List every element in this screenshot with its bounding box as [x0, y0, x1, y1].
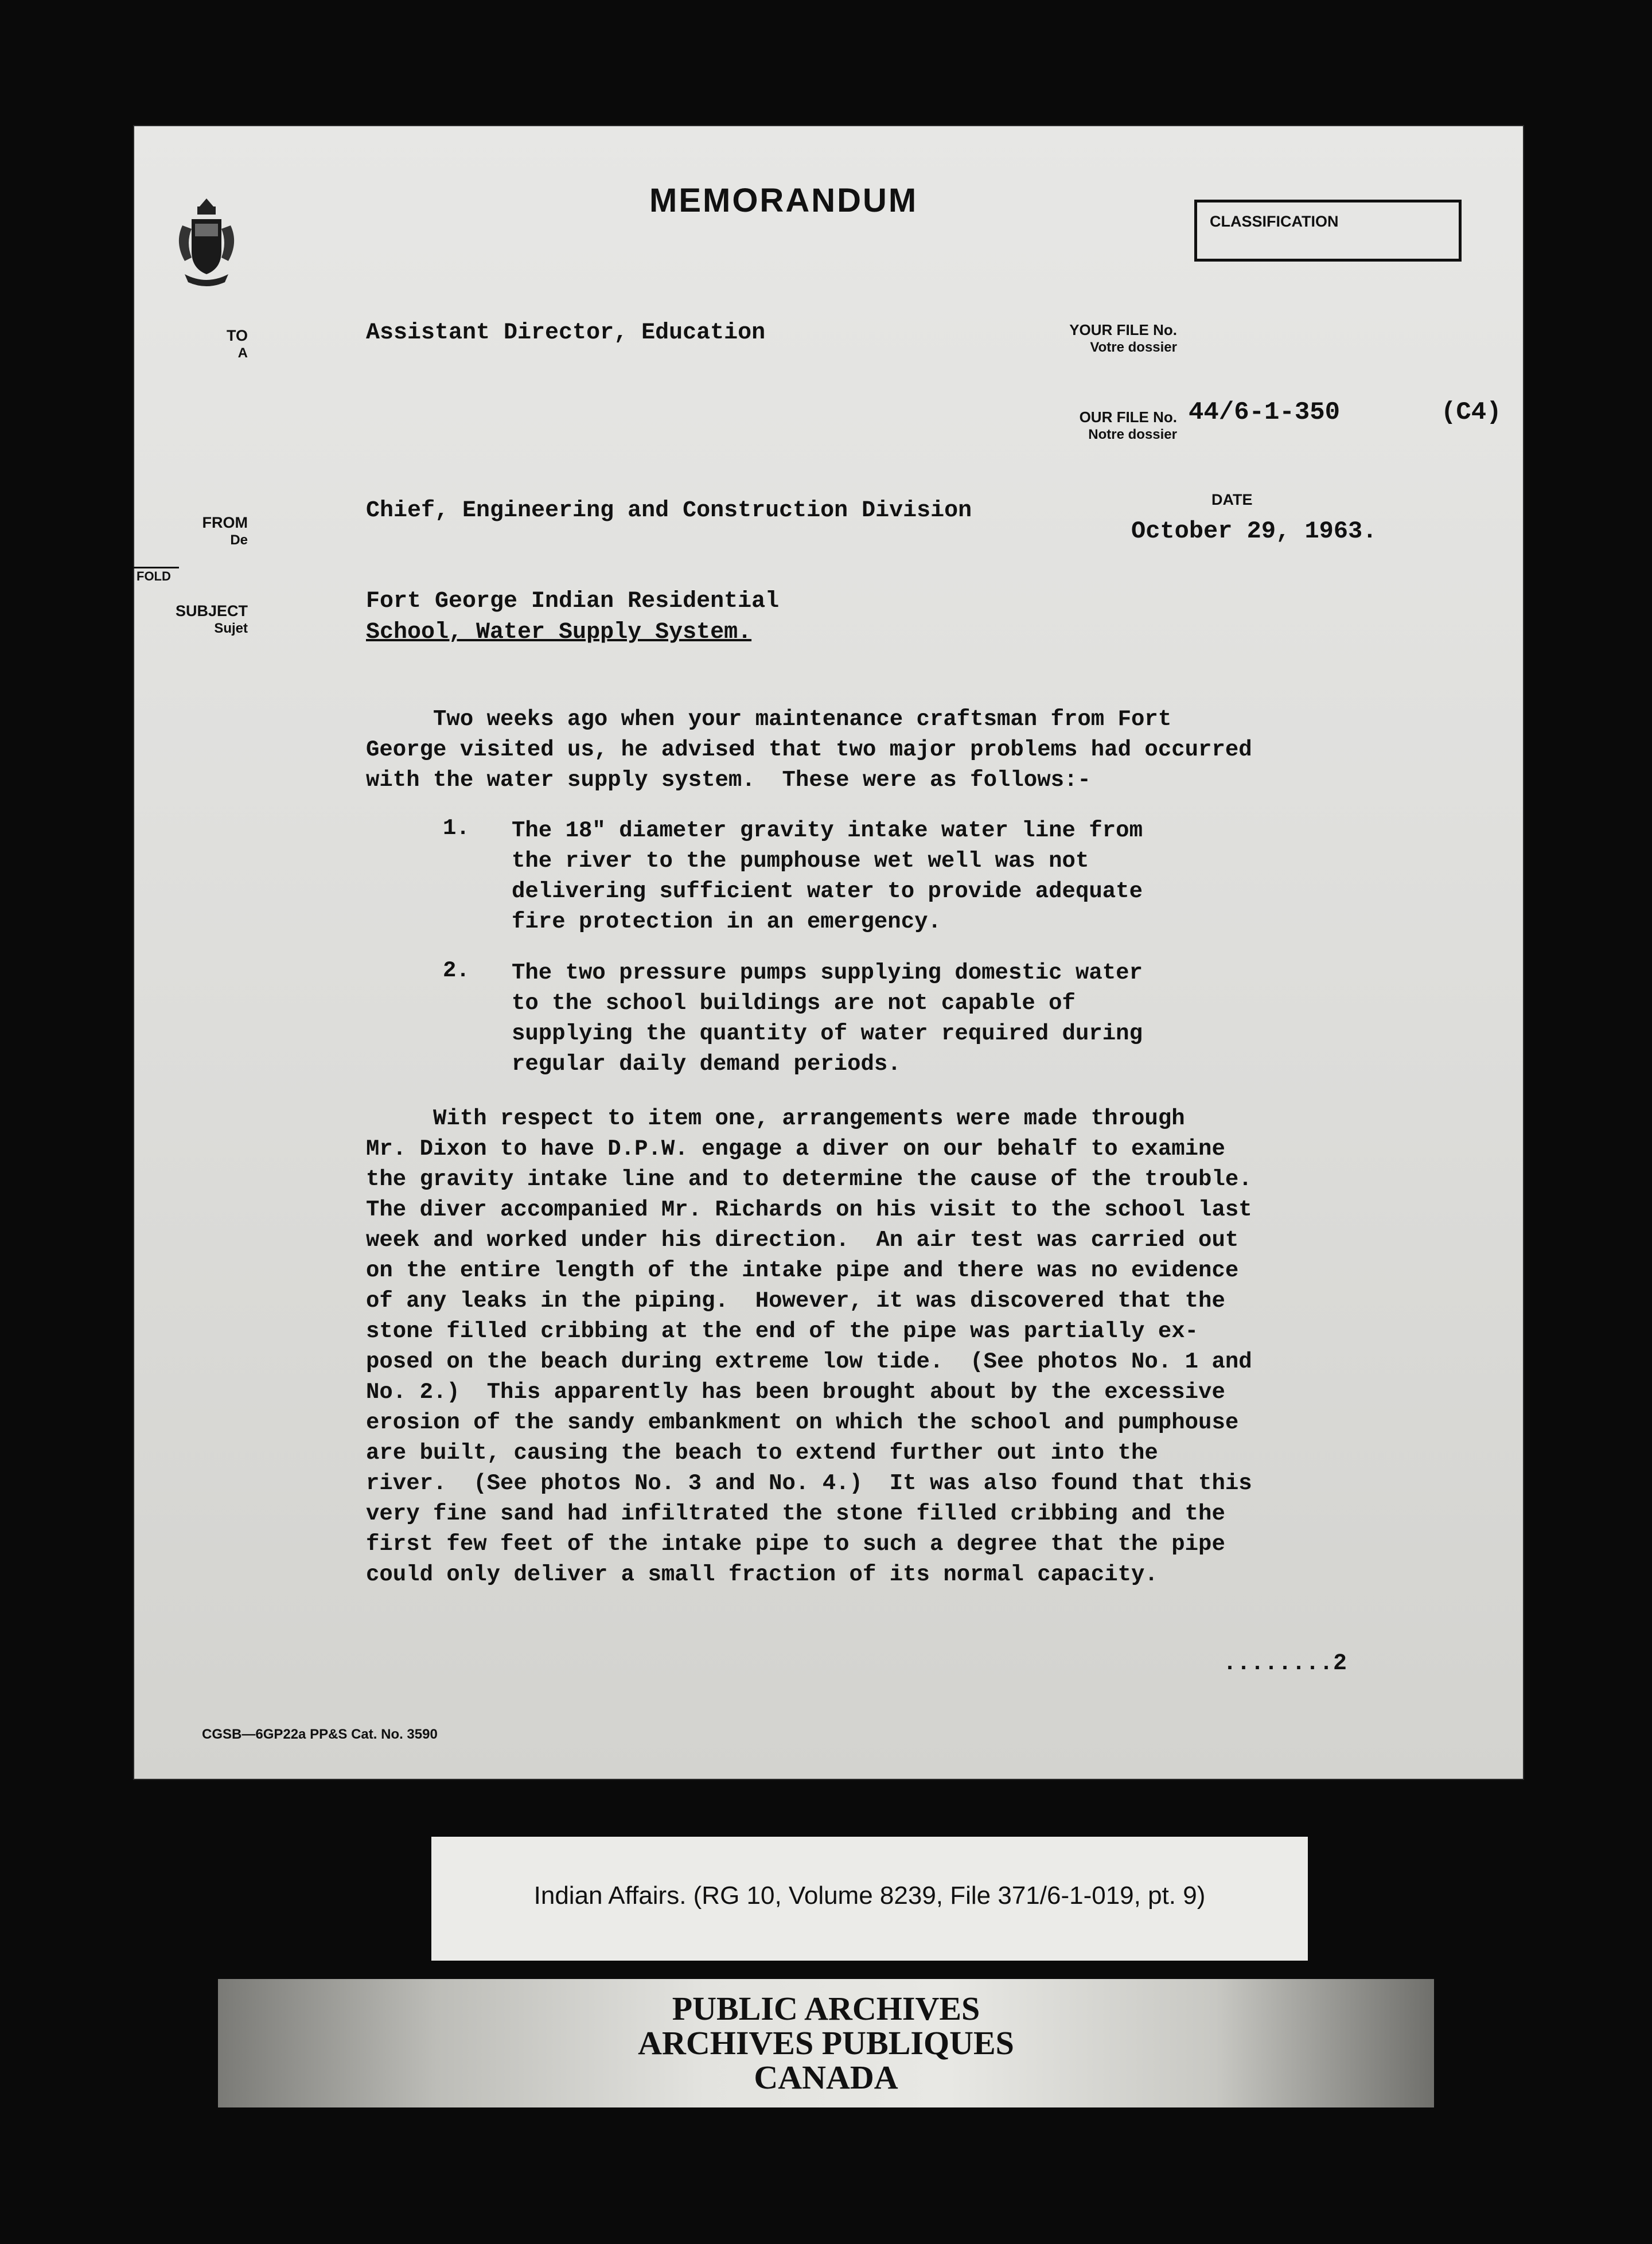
classification-label: CLASSIFICATION — [1210, 213, 1339, 230]
coat-of-arms-icon — [172, 194, 241, 291]
subject-line-2: School, Water Supply System. — [366, 620, 752, 645]
list-item-number: 1. — [443, 816, 470, 841]
subject-label: SUBJECT — [175, 602, 248, 620]
our-file-suffix: (C4) — [1441, 398, 1502, 427]
our-file-label: OUR FILE No. — [1079, 408, 1177, 426]
archive-stamp-line-2: ARCHIVES PUBLIQUES — [638, 2024, 1014, 2062]
page-continuation: ........2 — [1223, 1651, 1347, 1677]
our-file-label-fr: Notre dossier — [1088, 427, 1177, 442]
archive-stamp-line-3: CANADA — [754, 2059, 898, 2096]
your-file-label: YOUR FILE No. — [1069, 321, 1177, 338]
fold-label: FOLD — [137, 569, 171, 583]
archive-stamp — [218, 1979, 1434, 2107]
to-field: Assistant Director, Education — [366, 320, 766, 346]
memo-title: MEMORANDUM — [649, 182, 918, 219]
our-file-number: 44/6-1-350 — [1189, 398, 1341, 427]
subject-field — [366, 586, 779, 648]
fold-mark — [133, 567, 179, 568]
list-item-number: 2. — [443, 958, 470, 983]
from-field: Chief, Engineering and Construction Division — [366, 498, 972, 524]
archive-stamp-line-1: PUBLIC ARCHIVES — [672, 1990, 980, 2027]
to-label: TO — [226, 327, 248, 344]
archive-reference-text: Indian Affairs. (RG 10, Volume 8239, File 371/6-1-019, pt. 9) — [533, 1881, 1206, 1910]
classification-box — [1194, 200, 1462, 262]
date-label: DATE — [1211, 491, 1253, 508]
intro-paragraph: Two weeks ago when your maintenance craftsman from Fort George visited us, he advised that two major problems had occurred with the water supply system. These were as follows:- — [366, 707, 1252, 793]
from-label-fr: De — [230, 532, 248, 548]
subject-label-fr: Sujet — [214, 621, 248, 636]
body-paragraph: With respect to item one, arrangements were made through Mr. Dixon to have D.P.W. engage a diver on our behalf to examine the gravity intake line and to determine the cause of the trouble. The diver accompanied Mr. Richards on his visit to the school last week and worked under his direction. An air test was carried out on the entire length of the intake pipe and there was no evidence of any leaks in the piping. However, it was discovered that the stone filled cribbing at the end of the pipe was partially ex- posed on the beach during extreme low tide. (See photos No. 1 and No. 2.) This apparently has been brought about by the excessive erosion of the sandy embankment on which the school and pumphouse are built, causing the beach to extend further out into the river. (See photos No. 3 and No. 4.) It was also found that this very fine sand had infiltrated the stone filled cribbing and the first few feet of the intake pipe to such a degree that the pipe could only deliver a small fraction of its normal capacity. — [366, 1106, 1252, 1587]
to-label-fr: A — [237, 345, 248, 361]
memo-page — [133, 125, 1524, 1780]
date-value: October 29, 1963. — [1131, 517, 1377, 545]
from-label: FROM — [202, 514, 248, 531]
archive-reference-card — [431, 1837, 1308, 1961]
list-item-text: The 18" diameter gravity intake water line from the river to the pumphouse wet well was not delivering sufficient water to provide adequate fire protection in an emergency. — [512, 818, 1143, 934]
list-item-text: The two pressure pumps supplying domestic water to the school buildings are not capable of supplying the quantity of water required during regular daily demand periods. — [512, 960, 1143, 1077]
your-file-label-fr: Votre dossier — [1090, 340, 1177, 355]
form-number: CGSB—6GP22a PP&S Cat. No. 3590 — [202, 1727, 438, 1742]
subject-line-1: Fort George Indian Residential — [366, 589, 780, 614]
